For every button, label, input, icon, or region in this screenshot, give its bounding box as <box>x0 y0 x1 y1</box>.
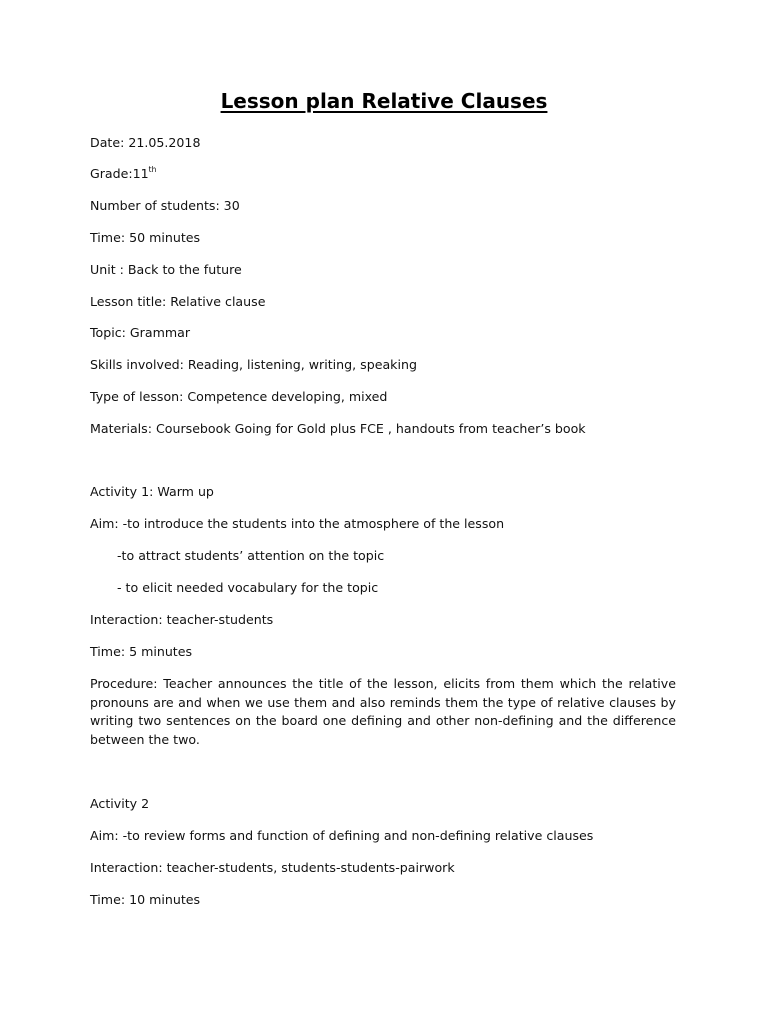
unit-line: Unit : Back to the future <box>90 262 242 277</box>
grade-text: Grade:11 <box>90 166 149 181</box>
number-of-students-line: Number of students: 30 <box>90 198 240 213</box>
lesson-title-line: Lesson title: Relative clause <box>90 294 266 309</box>
procedure-line: between the two. <box>90 732 200 748</box>
activity1-aim-2: -to attract students’ attention on the topic <box>117 548 385 563</box>
topic-line: Topic: Grammar <box>90 325 191 340</box>
activity2-heading: Activity 2 <box>90 796 150 811</box>
activity2-aim: Aim: -to review forms and function of defining and non-defining relative clauses <box>90 828 594 843</box>
activity1-interaction: Interaction: teacher-students <box>90 612 274 627</box>
document-title: Lesson plan Relative Clauses <box>220 89 548 113</box>
activity1-aim: Aim: -to introduce the students into the atmosphere of the lesson <box>90 516 505 531</box>
activity1-heading: Activity 1: Warm up <box>90 484 214 499</box>
procedure-line: writing two sentences on the board one defining and other non-defining and the difference <box>90 713 676 729</box>
procedure-line: Procedure: Teacher announces the title of the lesson, elicits from them which the relative <box>90 676 676 691</box>
grade-line <box>90 166 156 182</box>
type-of-lesson-line: Type of lesson: Competence developing, mixed <box>90 389 388 404</box>
procedure-line: pronouns are and when we use them and also reminds them the type of relative clauses by <box>90 694 676 710</box>
activity1-procedure <box>90 676 676 751</box>
activity2-time: Time: 10 minutes <box>90 892 201 907</box>
activity2-interaction: Interaction: teacher-students, students-students-pairwork <box>90 860 455 875</box>
activity1-time: Time: 5 minutes <box>90 644 193 659</box>
activity1-aim-3: - to elicit needed vocabulary for the topic <box>117 580 379 595</box>
skills-line: Skills involved: Reading, listening, writing, speaking <box>90 357 417 372</box>
time-line: Time: 50 minutes <box>90 230 201 245</box>
grade-suffix: th <box>148 165 157 174</box>
materials-line: Materials: Coursebook Going for Gold plus FCE , handouts from teacher’s book <box>90 421 586 436</box>
date-line: Date: 21.05.2018 <box>90 135 201 150</box>
